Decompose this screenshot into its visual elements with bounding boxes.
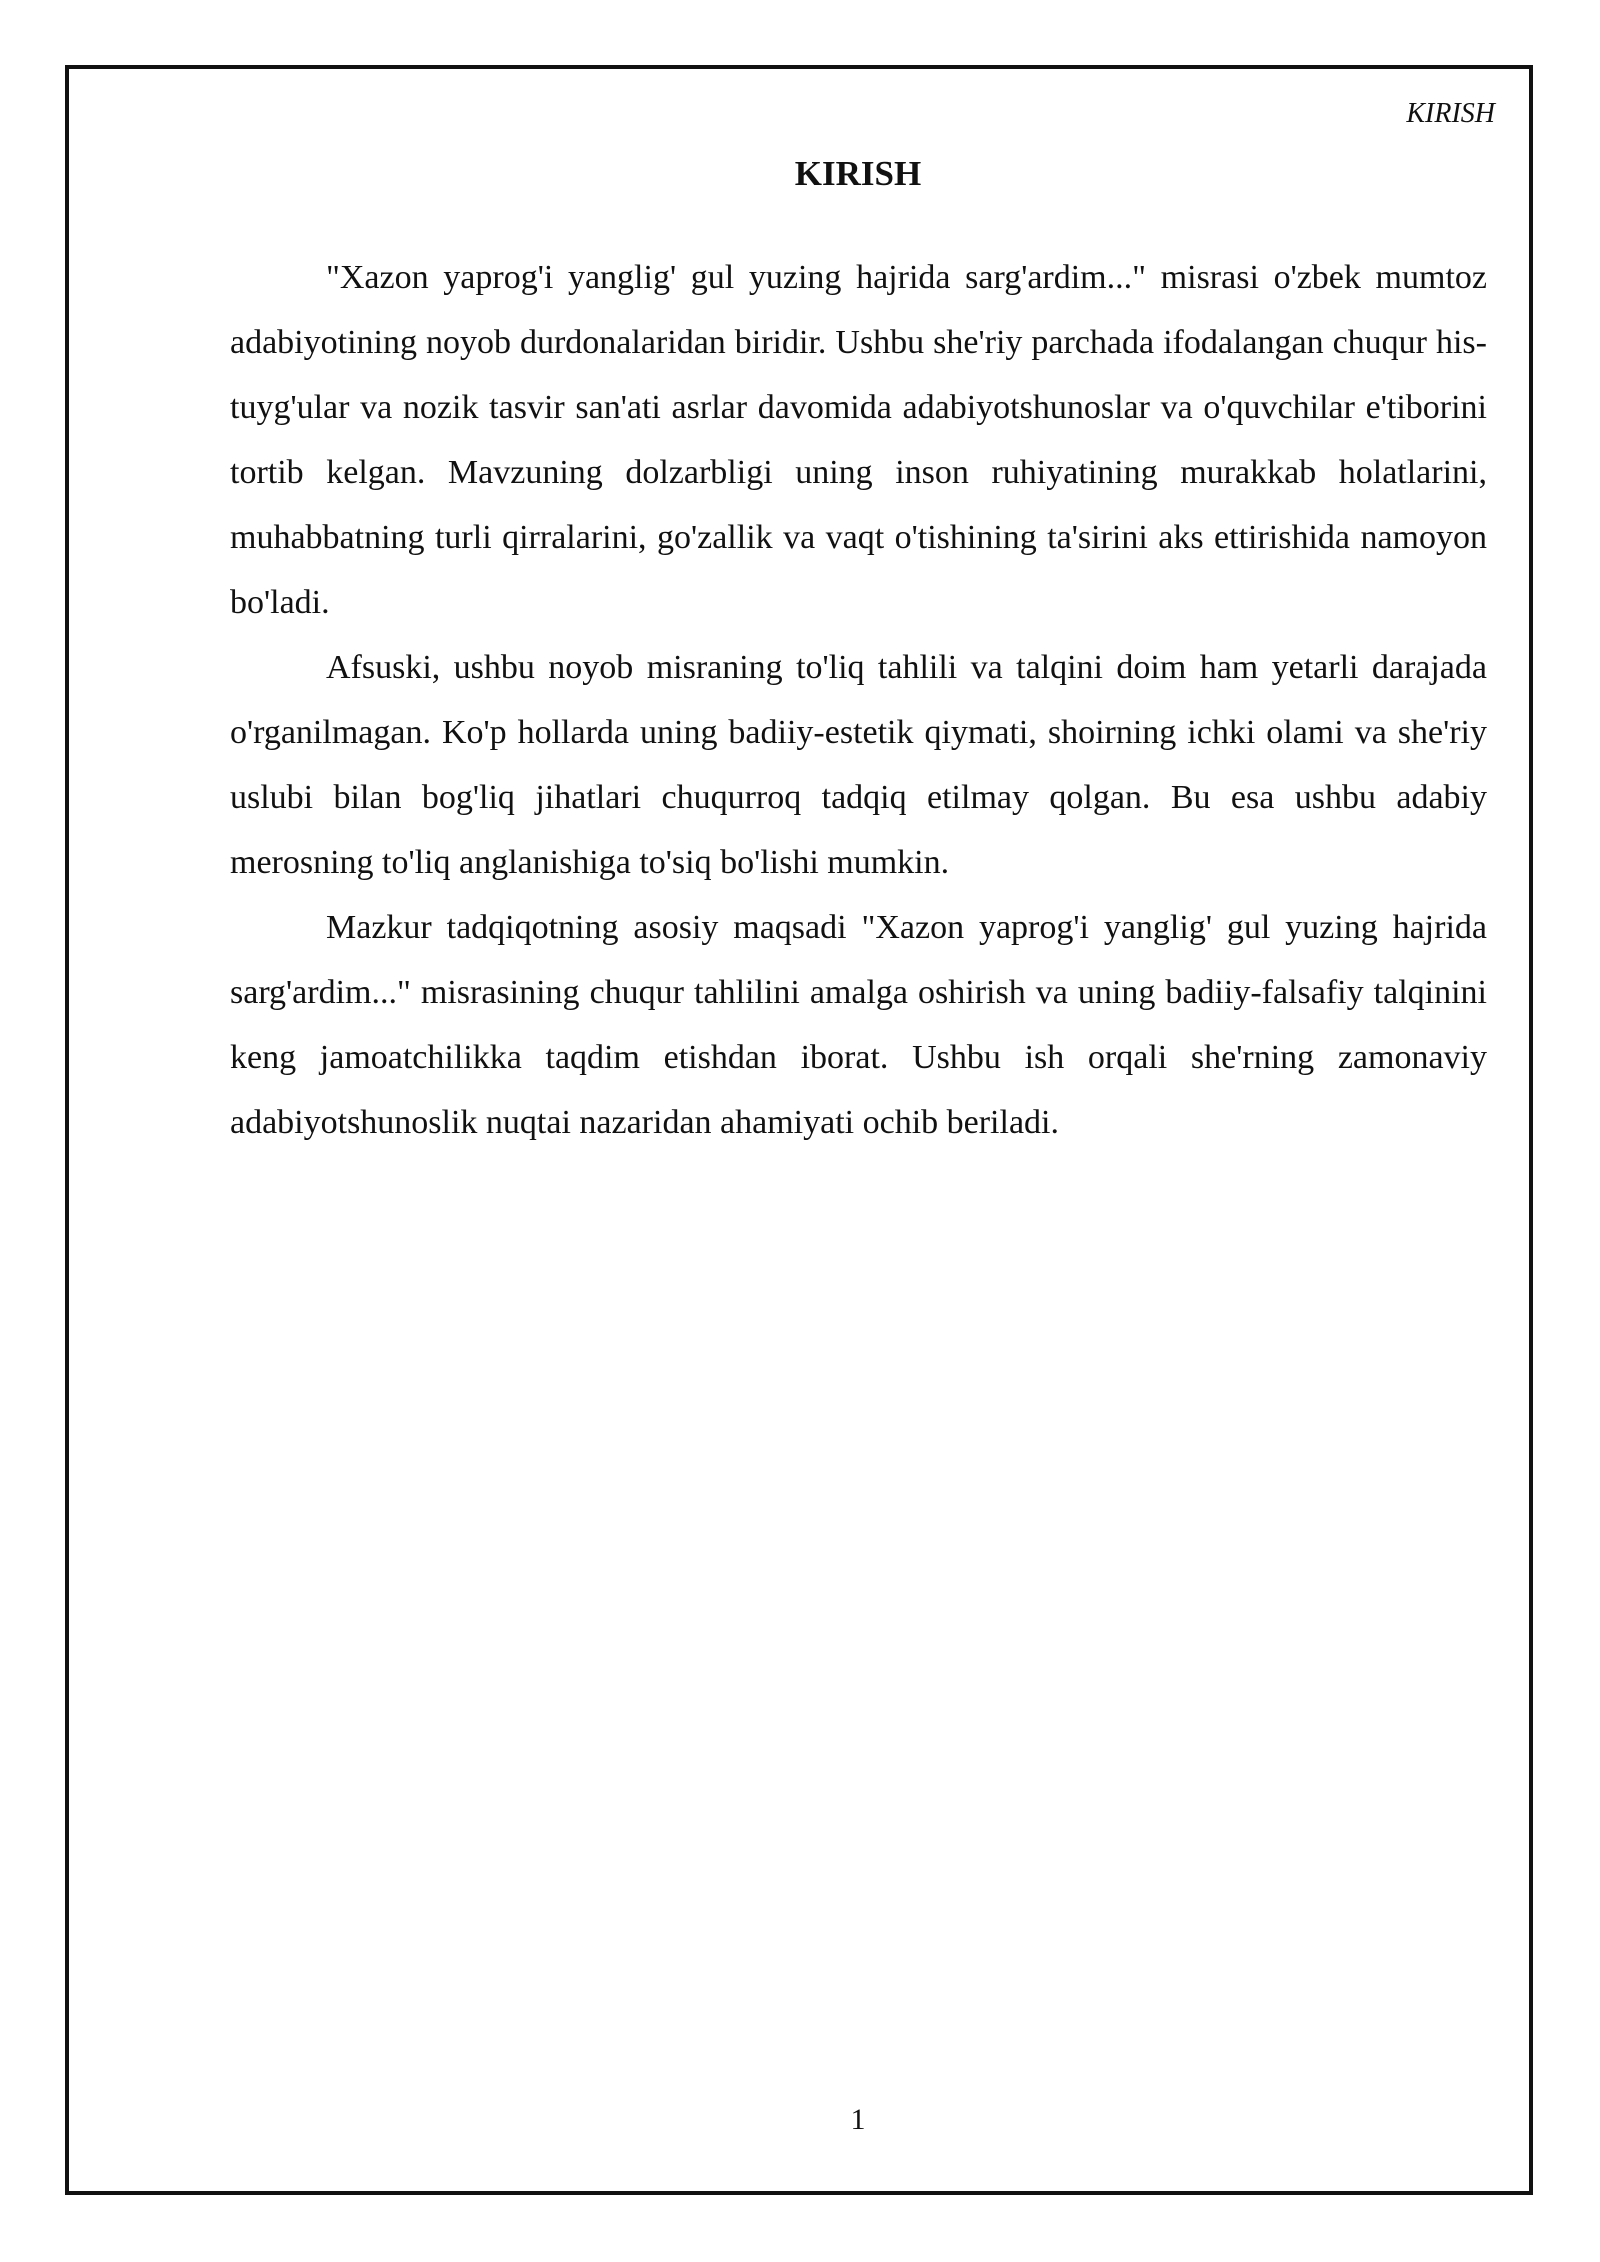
document-body: [230, 245, 1487, 1155]
paragraph-3: Mazkur tadqiqotning asosiy maqsadi "Xazon yaprog'i yanglig' gul yuzing hajrida sarg'ardim..." misrasining chuqur tahlilini amalga oshirish va uning badiiy-falsafiy talqinini keng jamoatchilikka taqdim etishdan iborat. Ushbu ish orqali she'rning zamonaviy adabiyotshunoslik nuqtai nazaridan ahamiyati ochib beriladi.: [230, 909, 1487, 1141]
paragraph-1: "Xazon yaprog'i yanglig' gul yuzing hajrida sarg'ardim..." misrasi o'zbek mumtoz adabiyotining noyob durdonalaridan biridir. Ushbu she'riy parchada ifodalangan chuqur his-tuyg'ular va nozik tasvir san'ati asrlar davomida adabiyotshunoslar va o'quvchilar e'tiborini tortib kelgan. Mavzuning dolzarbligi uning inson ruhiyatining murakkab holatlarini, muhabbatning turli qirralarini, go'zallik va vaqt o'tishining ta'sirini aks ettirishida namoyon bo'ladi.: [230, 259, 1487, 621]
page-title: KIRISH: [794, 154, 922, 193]
running-header: KIRISH: [1406, 98, 1495, 129]
page-number: 1: [850, 2103, 866, 2136]
paragraph-2: Afsuski, ushbu noyob misraning to'liq tahlili va talqini doim ham yetarli darajada o'rganilmagan. Ko'p hollarda uning badiiy-estetik qiymati, shoirning ichki olami va she'riy uslubi bilan bog'liq jihatlari chuqurroq tadqiq etilmay qolgan. Bu esa ushbu adabiy merosning to'liq anglanishiga to'siq bo'lishi mumkin.: [230, 649, 1487, 881]
